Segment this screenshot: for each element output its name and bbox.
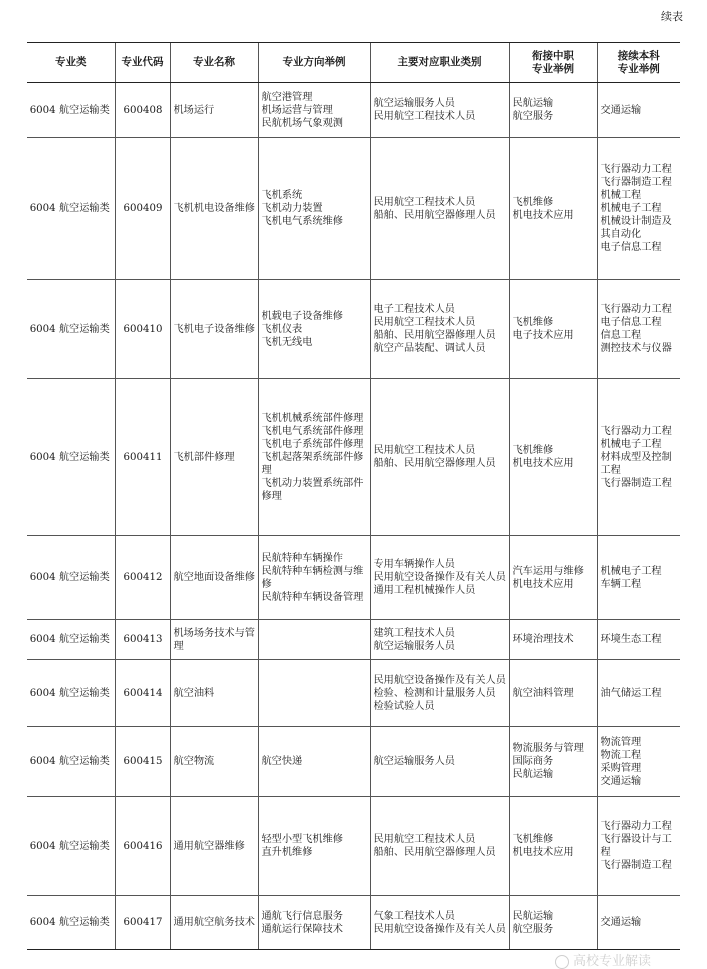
cell-occupations: 气象工程技术人员 民用航空设备操作及有关人员 (370, 896, 509, 950)
header-category: 专业类 (27, 43, 115, 83)
cell-bachelor: 飞行器动力工程 机械电子工程 材料成型及控制工程 飞行器制造工程 (597, 379, 680, 536)
cell-secondary: 民航运输 航空服务 (509, 83, 597, 138)
continued-label: 续表 (661, 10, 683, 23)
cell-secondary: 航空油料管理 (509, 660, 597, 727)
header-occupations: 主要对应职业类别 (370, 43, 509, 83)
table-row (27, 379, 680, 536)
cell-category: 6004 航空运输类 (27, 280, 115, 379)
cell-bachelor: 油气储运工程 (597, 660, 680, 727)
cell-code: 600413 (115, 620, 170, 660)
cell-category: 6004 航空运输类 (27, 797, 115, 896)
cell-category: 6004 航空运输类 (27, 620, 115, 660)
cell-occupations: 专用车辆操作人员 民用航空设备操作及有关人员 通用工程机械操作人员 (370, 536, 509, 620)
cell-category: 6004 航空运输类 (27, 536, 115, 620)
table-row (27, 660, 680, 727)
cell-code: 600412 (115, 536, 170, 620)
cell-bachelor: 飞行器动力工程 飞行器设计与工程 飞行器制造工程 (597, 797, 680, 896)
cell-occupations: 民用航空工程技术人员 船舶、民用航空器修理人员 (370, 797, 509, 896)
majors-table (27, 42, 680, 950)
cell-directions: 通航飞行信息服务 通航运行保障技术 (258, 896, 370, 950)
cell-occupations: 民用航空设备操作及有关人员 检验、检测和计量服务人员 检验试验人员 (370, 660, 509, 727)
cell-bachelor: 环境生态工程 (597, 620, 680, 660)
table-row (27, 797, 680, 896)
cell-bachelor: 物流管理 物流工程 采购管理 交通运输 (597, 727, 680, 797)
cell-bachelor: 交通运输 (597, 896, 680, 950)
cell-directions (258, 620, 370, 660)
cell-name: 飞机电子设备维修 (170, 280, 258, 379)
cell-category: 6004 航空运输类 (27, 896, 115, 950)
cell-name: 航空物流 (170, 727, 258, 797)
cell-directions: 飞机机械系统部件修理 飞机电气系统部件修理 飞机电子系统部件修理 飞机起落架系统部件修理 飞机动力装置系统部件修理 (258, 379, 370, 536)
cell-secondary: 环境治理技术 (509, 620, 597, 660)
cell-code: 600414 (115, 660, 170, 727)
cell-directions: 航空港管理 机场运营与管理 民航机场气象观测 (258, 83, 370, 138)
table-row (27, 727, 680, 797)
wechat-icon (555, 955, 569, 969)
cell-code: 600411 (115, 379, 170, 536)
watermark (555, 950, 651, 969)
cell-code: 600410 (115, 280, 170, 379)
table-row (27, 620, 680, 660)
cell-category: 6004 航空运输类 (27, 660, 115, 727)
cell-code: 600416 (115, 797, 170, 896)
cell-category: 6004 航空运输类 (27, 83, 115, 138)
cell-occupations: 航空运输服务人员 (370, 727, 509, 797)
cell-name: 飞机部件修理 (170, 379, 258, 536)
cell-directions: 飞机系统 飞机动力装置 飞机电气系统维修 (258, 138, 370, 280)
cell-bachelor: 交通运输 (597, 83, 680, 138)
cell-bachelor: 飞行器动力工程 电子信息工程 信息工程 测控技术与仪器 (597, 280, 680, 379)
cell-occupations: 航空运输服务人员 民用航空工程技术人员 (370, 83, 509, 138)
cell-code: 600415 (115, 727, 170, 797)
cell-occupations: 民用航空工程技术人员 船舶、民用航空器修理人员 (370, 138, 509, 280)
watermark-text: 高校专业解读 (573, 954, 652, 969)
header-name: 专业名称 (170, 43, 258, 83)
cell-directions: 民航特种车辆操作 民航特种车辆检测与维修 民航特种车辆设备管理 (258, 536, 370, 620)
cell-secondary: 飞机维修 机电技术应用 (509, 379, 597, 536)
cell-name: 航空油料 (170, 660, 258, 727)
table-row (27, 138, 680, 280)
cell-bachelor: 机械电子工程 车辆工程 (597, 536, 680, 620)
cell-code: 600408 (115, 83, 170, 138)
cell-name: 通用航空航务技术 (170, 896, 258, 950)
header-code: 专业代码 (115, 43, 170, 83)
cell-name: 通用航空器维修 (170, 797, 258, 896)
cell-directions: 机载电子设备维修 飞机仪表 飞机无线电 (258, 280, 370, 379)
cell-directions (258, 660, 370, 727)
header-directions: 专业方向举例 (258, 43, 370, 83)
cell-secondary: 飞机维修 电子技术应用 (509, 280, 597, 379)
table-row (27, 280, 680, 379)
cell-bachelor: 飞行器动力工程 飞行器制造工程 机械工程 机械电子工程 机械设计制造及其自动化 电子信息工程 (597, 138, 680, 280)
header-secondary: 衔接中职 专业举例 (509, 43, 597, 83)
cell-secondary: 民航运输 航空服务 (509, 896, 597, 950)
cell-category: 6004 航空运输类 (27, 727, 115, 797)
cell-name: 机场运行 (170, 83, 258, 138)
cell-occupations: 建筑工程技术人员 航空运输服务人员 (370, 620, 509, 660)
cell-code: 600409 (115, 138, 170, 280)
cell-name: 飞机机电设备维修 (170, 138, 258, 280)
cell-code: 600417 (115, 896, 170, 950)
cell-category: 6004 航空运输类 (27, 379, 115, 536)
table-header-row (27, 43, 680, 83)
cell-occupations: 电子工程技术人员 民用航空工程技术人员 船舶、民用航空器修理人员 航空产品装配、调试人员 (370, 280, 509, 379)
cell-secondary: 汽车运用与维修 机电技术应用 (509, 536, 597, 620)
header-bachelor: 接续本科 专业举例 (597, 43, 680, 83)
cell-secondary: 飞机维修 机电技术应用 (509, 797, 597, 896)
cell-secondary: 飞机维修 机电技术应用 (509, 138, 597, 280)
cell-name: 机场场务技术与管理 (170, 620, 258, 660)
table-row (27, 536, 680, 620)
cell-occupations: 民用航空工程技术人员 船舶、民用航空器修理人员 (370, 379, 509, 536)
table-row (27, 896, 680, 950)
cell-directions: 航空快递 (258, 727, 370, 797)
cell-secondary: 物流服务与管理 国际商务 民航运输 (509, 727, 597, 797)
cell-name: 航空地面设备维修 (170, 536, 258, 620)
cell-category: 6004 航空运输类 (27, 138, 115, 280)
table-row (27, 83, 680, 138)
cell-directions: 轻型小型飞机维修 直升机维修 (258, 797, 370, 896)
